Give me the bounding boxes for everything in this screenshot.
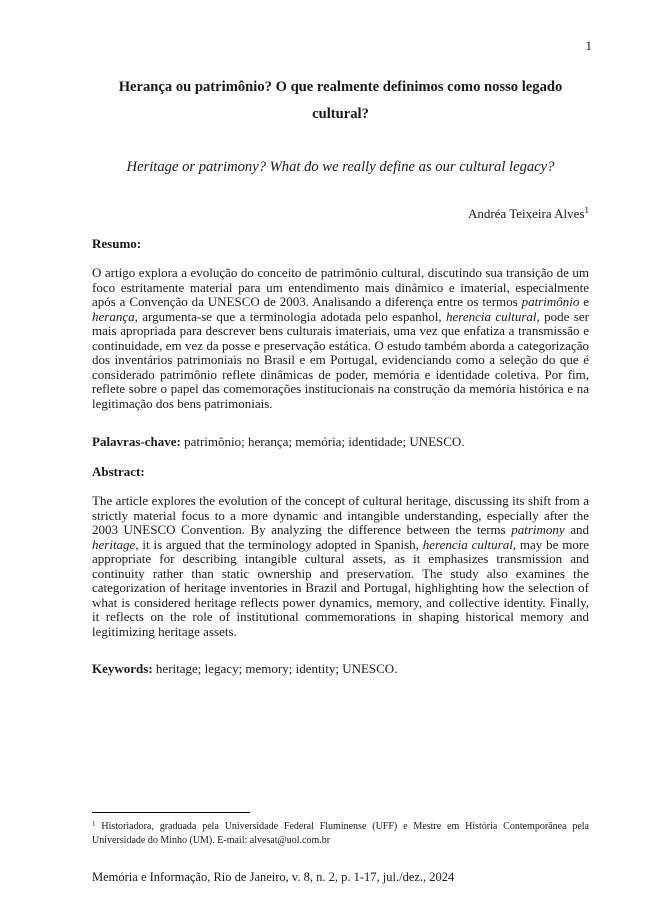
author-line — [468, 204, 589, 224]
keywords-text: heritage; legacy; memory; identity; UNESCO. — [152, 661, 398, 676]
palavras-chave-text: patrimônio; herança; memória; identidade; UNESCO. — [180, 434, 465, 449]
footnote-marker: 1 — [92, 820, 96, 828]
abstract-term-herencia: herencia cultural — [422, 536, 513, 552]
author-footnote-marker: 1 — [584, 205, 589, 215]
resumo-text-1: O artigo explora a evolução do conceito de patrimônio cultural, discutindo sua transição de um foco estritamente material para um entendimento mais dinâmico e imaterial, especialmente após a Convenção da UNESCO de 2003. Analisando a diferença entre os termos — [92, 265, 589, 309]
resumo-text-4: , pode ser mais apropriada para descrever bens culturais imateriais, uma vez que enfatiza a transmissão e continuidade, em vez da posse e preservação estática. O estudo também aborda a categorização dos inventários patrimoniais no Brasil e em Portugal, evidenciando como a seleção do que é considerado patrimônio reflete dinâmicas de poder, memória e identidade coletiva. Por fim, reflete sobre o papel das comemorações institucionais na construção da memória histórica e na legitimação dos bens patrimoniais. — [92, 308, 589, 411]
footnote — [92, 820, 589, 848]
footnote-divider — [92, 812, 250, 813]
page-number: 1 — [585, 38, 592, 53]
journal-citation-footer: Memória e Informação, Rio de Janeiro, v. 8, n. 2, p. 1-17, jul./dez., 2024 — [92, 870, 455, 884]
abstract-text-3: , it is argued that the terminology adopted in Spanish, — [135, 536, 423, 552]
palavras-chave-label: Palavras-chave: — [92, 434, 181, 449]
resumo-term-patrimonio: patrimônio — [521, 294, 580, 309]
abstract-paragraph — [92, 494, 589, 639]
resumo-heading: Resumo: — [92, 236, 142, 251]
footnote-text: Historiadora, graduada pela Universidade Federal Fluminense (UFF) e Mestre em História Contemporânea pela Universidade do Minho (UM). E-mail: alvesat@uol.com.br — [92, 821, 589, 846]
keywords — [92, 660, 589, 678]
author-name: Andréa Teixeira Alves — [467, 206, 585, 221]
keywords-label: Keywords: — [92, 661, 153, 676]
abstract-term-heritage: heritage — [92, 536, 136, 552]
palavras-chave — [92, 433, 589, 451]
abstract-text-1: The article explores the evolution of the concept of cultural heritage, discussing its shift from a strictly material focus to a more dynamic and intangible understanding, especially after the 2003 UNESCO Convention. By analyzing the difference between the terms — [92, 493, 589, 537]
title-portuguese: Herança ou patrimônio? O que realmente definimos como nosso legado cultural? — [118, 79, 563, 122]
abstract-text-4: , may be more appropriate for describing intangible cultural assets, as it emphasizes transmission and continuity rather than static ownership and preservation. The study also examines the categorization of heritage inventories in Brazil and Portugal, highlighting how the selection of what is considered heritage reflects power dynamics, memory, and collective identity. Finally, it reflects on the role of institutional commemorations in shaping historical memory and legitimizing heritage assets. — [92, 536, 589, 639]
resumo-paragraph — [92, 266, 589, 411]
abstract-text-2: and — [564, 522, 589, 537]
resumo-text-2: e — [579, 294, 589, 309]
resumo-text-3: , argumenta-se que a terminologia adotada pelo espanhol, — [134, 308, 446, 324]
abstract-term-patrimony: patrimony — [511, 522, 565, 537]
resumo-term-heranca: herança — [92, 308, 135, 324]
abstract-heading: Abstract: — [92, 464, 145, 479]
title-english: Heritage or patrimony? What do we really define as our cultural legacy? — [126, 159, 555, 175]
resumo-term-herencia: herencia cultural — [445, 308, 537, 324]
